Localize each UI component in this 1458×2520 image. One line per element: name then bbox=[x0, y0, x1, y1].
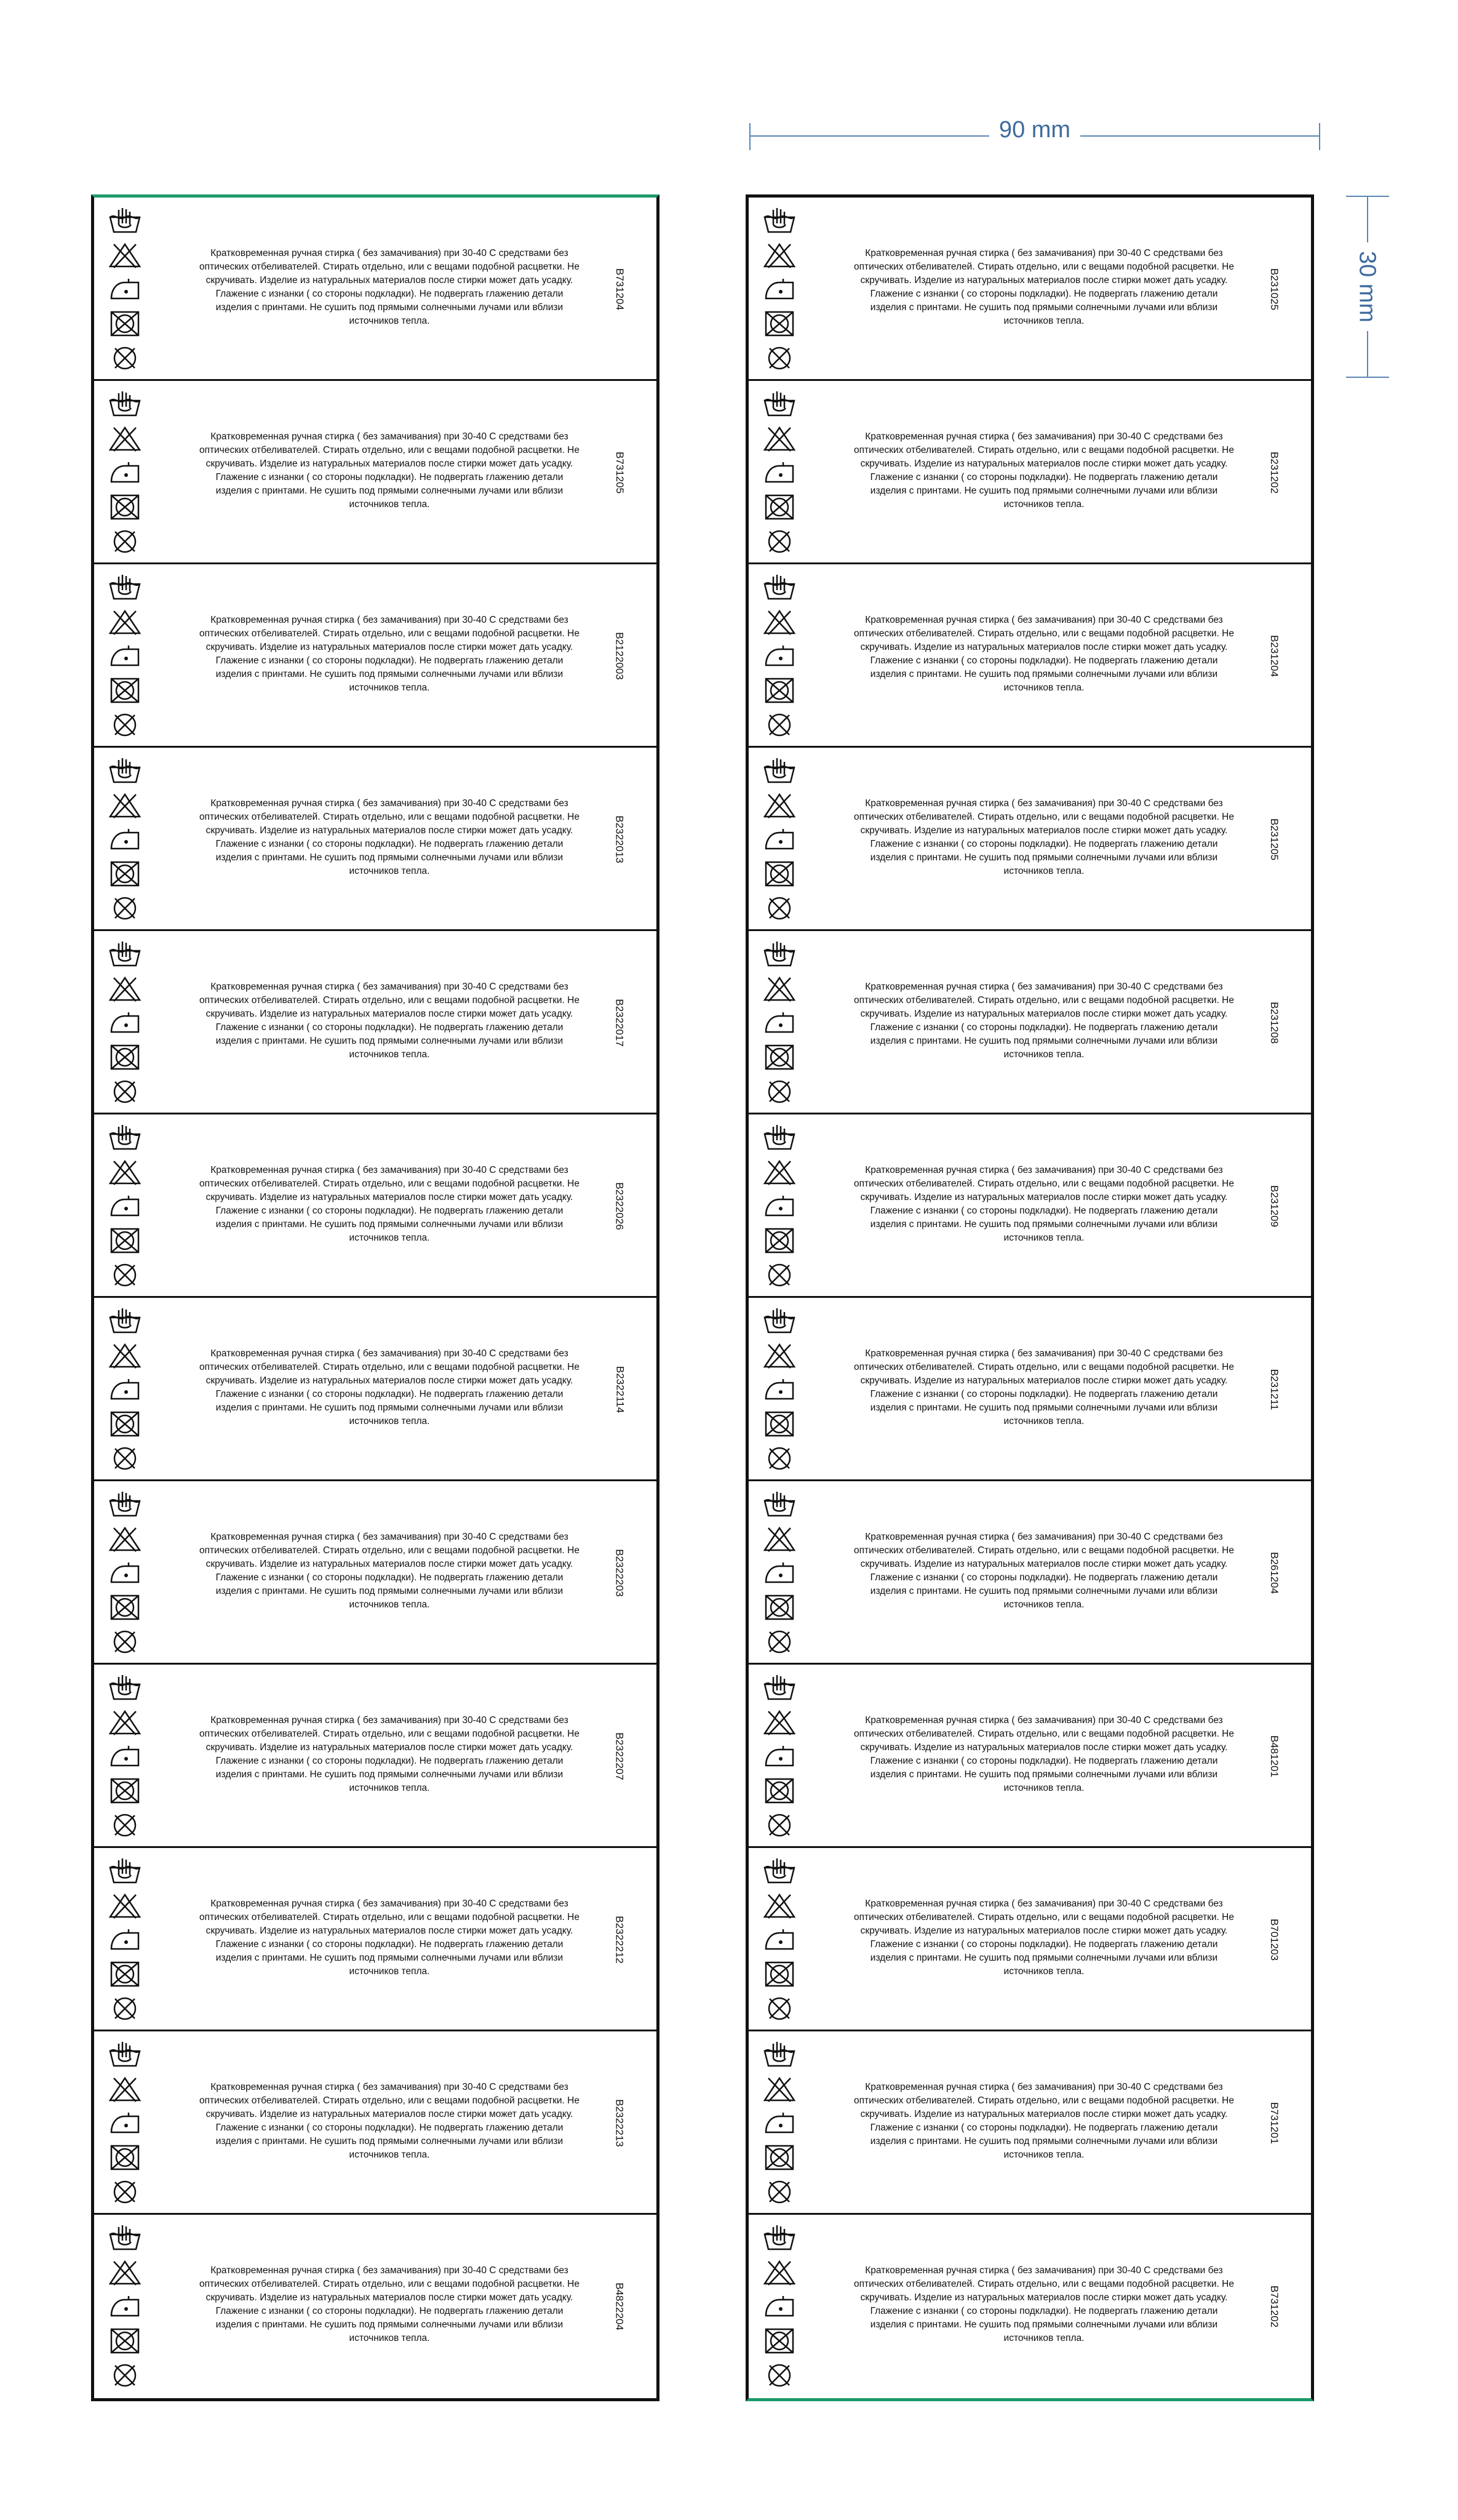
no-tumble-dry-icon bbox=[108, 1410, 142, 1438]
care-instructions: Кратковременная ручная стирка ( без замачивания) при 30-40 С средствами без оптических отбеливателей. Стирать отдельно, или с вещами подобной расцветки. Не скручивать. Изделие из натуральных материалов после стирки может дать усадку. Глажение с изнанки ( со стороны подкладки). Не подвергать глажению детали изделия с принтами. Не сушить под прямыми солнечными лучами или вблизи источников тепла. bbox=[854, 248, 1234, 326]
article-code: B2322212 bbox=[614, 1916, 626, 1964]
no-dry-clean-icon bbox=[762, 2178, 797, 2206]
iron-low-icon bbox=[108, 825, 142, 854]
iron-low-icon bbox=[762, 1926, 797, 1954]
iron-low-icon bbox=[108, 2109, 142, 2137]
hand-wash-icon bbox=[108, 390, 142, 418]
hand-wash-icon bbox=[762, 940, 797, 968]
no-bleach-icon bbox=[108, 1891, 142, 1919]
no-tumble-dry-icon bbox=[108, 2143, 142, 2172]
hand-wash-icon bbox=[108, 1673, 142, 1702]
no-dry-clean-icon bbox=[108, 2178, 142, 2206]
iron-low-icon bbox=[108, 458, 142, 487]
article-code: B2322207 bbox=[614, 1732, 626, 1780]
iron-low-icon bbox=[108, 1559, 142, 1587]
article-code: B2322114 bbox=[614, 1366, 626, 1414]
iron-low-icon bbox=[762, 825, 797, 854]
care-symbols bbox=[108, 390, 142, 556]
article-code: B2322213 bbox=[614, 2099, 626, 2147]
no-bleach-icon bbox=[762, 2074, 797, 2103]
hand-wash-icon bbox=[762, 390, 797, 418]
no-dry-clean-icon bbox=[108, 344, 142, 372]
care-symbols bbox=[762, 2223, 797, 2390]
iron-low-icon bbox=[108, 1375, 142, 1404]
article-code: B4822204 bbox=[614, 2282, 626, 2330]
no-bleach-icon bbox=[762, 2258, 797, 2286]
care-label bbox=[749, 1114, 1311, 1298]
no-tumble-dry-icon bbox=[108, 310, 142, 338]
article-code: B231202 bbox=[1269, 451, 1280, 494]
label-column-left bbox=[91, 194, 659, 2401]
no-bleach-icon bbox=[108, 607, 142, 636]
no-tumble-dry-icon bbox=[762, 860, 797, 888]
no-dry-clean-icon bbox=[762, 1261, 797, 1289]
care-symbols bbox=[108, 2040, 142, 2206]
no-bleach-icon bbox=[108, 1158, 142, 1186]
no-dry-clean-icon bbox=[108, 1994, 142, 2023]
care-symbols bbox=[108, 1673, 142, 1839]
hand-wash-icon bbox=[762, 573, 797, 601]
no-tumble-dry-icon bbox=[762, 1593, 797, 1622]
iron-low-icon bbox=[108, 1926, 142, 1954]
hand-wash-icon bbox=[108, 1306, 142, 1335]
care-instructions: Кратковременная ручная стирка ( без замачивания) при 30-40 С средствами без оптических отбеливателей. Стирать отдельно, или с вещами подобной расцветки. Не скручивать. Изделие из натуральных материалов после стирки может дать усадку. Глажение с изнанки ( со стороны подкладки). Не подвергать глажению детали изделия с принтами. Не сушить под прямыми солнечными лучами или вблизи источников тепла. bbox=[854, 1348, 1234, 1426]
no-tumble-dry-icon bbox=[108, 2327, 142, 2355]
iron-low-icon bbox=[762, 1009, 797, 1037]
care-instructions: Кратковременная ручная стирка ( без замачивания) при 30-40 С средствами без оптических отбеливателей. Стирать отдельно, или с вещами подобной расцветки. Не скручивать. Изделие из натуральных материалов после стирки может дать усадку. Глажение с изнанки ( со стороны подкладки). Не подвергать глажению детали изделия с принтами. Не сушить под прямыми солнечными лучами или вблизи источников тепла. bbox=[199, 982, 580, 1060]
iron-low-icon bbox=[108, 1192, 142, 1220]
no-tumble-dry-icon bbox=[108, 676, 142, 705]
iron-low-icon bbox=[108, 275, 142, 303]
no-tumble-dry-icon bbox=[762, 1777, 797, 1805]
care-label bbox=[94, 564, 656, 748]
care-label bbox=[749, 1848, 1311, 2031]
no-dry-clean-icon bbox=[762, 1994, 797, 2023]
no-tumble-dry-icon bbox=[108, 1777, 142, 1805]
iron-low-icon bbox=[762, 1375, 797, 1404]
hand-wash-icon bbox=[762, 1306, 797, 1335]
care-label bbox=[94, 1298, 656, 1481]
care-symbols bbox=[108, 1490, 142, 1656]
care-instructions: Кратковременная ручная стирка ( без замачивания) при 30-40 С средствами без оптических отбеливателей. Стирать отдельно, или с вещами подобной расцветки. Не скручивать. Изделие из натуральных материалов после стирки может дать усадку. Глажение с изнанки ( со стороны подкладки). Не подвергать глажению детали изделия с принтами. Не сушить под прямыми солнечными лучами или вблизи источников тепла. bbox=[199, 2082, 580, 2160]
no-tumble-dry-icon bbox=[108, 493, 142, 521]
article-code: B701203 bbox=[1269, 1918, 1280, 1961]
care-label bbox=[94, 931, 656, 1114]
care-label bbox=[94, 1665, 656, 1848]
hand-wash-icon bbox=[108, 1857, 142, 1885]
care-instructions: Кратковременная ручная стирка ( без замачивания) при 30-40 С средствами без оптических отбеливателей. Стирать отдельно, или с вещами подобной расцветки. Не скручивать. Изделие из натуральных материалов после стирки может дать усадку. Глажение с изнанки ( со стороны подкладки). Не подвергать глажению детали изделия с принтами. Не сушить под прямыми солнечными лучами или вблизи источников тепла. bbox=[199, 431, 580, 510]
no-bleach-icon bbox=[762, 607, 797, 636]
article-code: B231208 bbox=[1269, 1001, 1280, 1044]
no-tumble-dry-icon bbox=[762, 2143, 797, 2172]
care-symbols bbox=[762, 206, 797, 372]
hand-wash-icon bbox=[762, 1673, 797, 1702]
hand-wash-icon bbox=[108, 206, 142, 234]
article-code: B731202 bbox=[1269, 2285, 1280, 2328]
iron-low-icon bbox=[108, 642, 142, 670]
no-tumble-dry-icon bbox=[108, 1043, 142, 1071]
care-instructions: Кратковременная ручная стирка ( без замачивания) при 30-40 С средствами без оптических отбеливателей. Стирать отдельно, или с вещами подобной расцветки. Не скручивать. Изделие из натуральных материалов после стирки может дать усадку. Глажение с изнанки ( со стороны подкладки). Не подвергать глажению детали изделия с принтами. Не сушить под прямыми солнечными лучами или вблизи источников тепла. bbox=[199, 798, 580, 876]
iron-low-icon bbox=[108, 2292, 142, 2321]
care-instructions: Кратковременная ручная стирка ( без замачивания) при 30-40 С средствами без оптических отбеливателей. Стирать отдельно, или с вещами подобной расцветки. Не скручивать. Изделие из натуральных материалов после стирки может дать усадку. Глажение с изнанки ( со стороны подкладки). Не подвергать глажению детали изделия с принтами. Не сушить под прямыми солнечными лучами или вблизи источников тепла. bbox=[854, 1898, 1234, 1977]
care-instructions: Кратковременная ручная стирка ( без замачивания) при 30-40 С средствами без оптических отбеливателей. Стирать отдельно, или с вещами подобной расцветки. Не скручивать. Изделие из натуральных материалов после стирки может дать усадку. Глажение с изнанки ( со стороны подкладки). Не подвергать глажению детали изделия с принтами. Не сушить под прямыми солнечными лучами или вблизи источников тепла. bbox=[854, 982, 1234, 1060]
height-dimension-tick-bottom bbox=[1346, 377, 1389, 378]
iron-low-icon bbox=[762, 1742, 797, 1770]
care-label bbox=[749, 931, 1311, 1114]
width-dimension-tick-right bbox=[1319, 123, 1320, 150]
iron-low-icon bbox=[108, 1009, 142, 1037]
no-bleach-icon bbox=[108, 2258, 142, 2286]
iron-low-icon bbox=[108, 1742, 142, 1770]
care-symbols bbox=[108, 2223, 142, 2390]
care-label bbox=[749, 1665, 1311, 1848]
width-dimension-tick-left bbox=[749, 123, 751, 150]
no-dry-clean-icon bbox=[762, 2361, 797, 2390]
no-tumble-dry-icon bbox=[762, 310, 797, 338]
iron-low-icon bbox=[762, 1559, 797, 1587]
no-tumble-dry-icon bbox=[108, 1593, 142, 1622]
hand-wash-icon bbox=[108, 573, 142, 601]
care-instructions: Кратковременная ручная стирка ( без замачивания) при 30-40 С средствами без оптических отбеливателей. Стирать отдельно, или с вещами подобной расцветки. Не скручивать. Изделие из натуральных материалов после стирки может дать усадку. Глажение с изнанки ( со стороны подкладки). Не подвергать глажению детали изделия с принтами. Не сушить под прямыми солнечными лучами или вблизи источников тепла. bbox=[199, 248, 580, 326]
no-bleach-icon bbox=[108, 424, 142, 452]
no-tumble-dry-icon bbox=[762, 2327, 797, 2355]
no-dry-clean-icon bbox=[762, 1811, 797, 1839]
no-bleach-icon bbox=[762, 974, 797, 1002]
no-dry-clean-icon bbox=[108, 1078, 142, 1106]
no-tumble-dry-icon bbox=[108, 1226, 142, 1255]
no-tumble-dry-icon bbox=[108, 860, 142, 888]
no-dry-clean-icon bbox=[762, 894, 797, 922]
care-symbols bbox=[762, 1673, 797, 1839]
no-dry-clean-icon bbox=[108, 527, 142, 556]
care-label bbox=[94, 1848, 656, 2031]
care-instructions: Кратковременная ручная стирка ( без замачивания) при 30-40 С средствами без оптических отбеливателей. Стирать отдельно, или с вещами подобной расцветки. Не скручивать. Изделие из натуральных материалов после стирки может дать усадку. Глажение с изнанки ( со стороны подкладки). Не подвергать глажению детали изделия с принтами. Не сушить под прямыми солнечными лучами или вблизи источников тепла. bbox=[199, 1165, 580, 1243]
no-dry-clean-icon bbox=[108, 1261, 142, 1289]
article-code: B2322203 bbox=[614, 1549, 626, 1597]
article-code: B731201 bbox=[1269, 2102, 1280, 2145]
care-symbols bbox=[108, 940, 142, 1106]
no-bleach-icon bbox=[762, 791, 797, 819]
no-tumble-dry-icon bbox=[762, 676, 797, 705]
no-bleach-icon bbox=[108, 1708, 142, 1736]
no-dry-clean-icon bbox=[108, 1811, 142, 1839]
care-label bbox=[94, 198, 656, 381]
hand-wash-icon bbox=[762, 1857, 797, 1885]
iron-low-icon bbox=[762, 275, 797, 303]
article-code: B2322013 bbox=[614, 815, 626, 863]
no-dry-clean-icon bbox=[762, 1078, 797, 1106]
no-bleach-icon bbox=[108, 974, 142, 1002]
care-symbols bbox=[762, 940, 797, 1106]
no-bleach-icon bbox=[108, 241, 142, 269]
care-label bbox=[749, 748, 1311, 931]
iron-low-icon bbox=[762, 1192, 797, 1220]
care-label bbox=[749, 1481, 1311, 1665]
care-instructions: Кратковременная ручная стирка ( без замачивания) при 30-40 С средствами без оптических отбеливателей. Стирать отдельно, или с вещами подобной расцветки. Не скручивать. Изделие из натуральных материалов после стирки может дать усадку. Глажение с изнанки ( со стороны подкладки). Не подвергать глажению детали изделия с принтами. Не сушить под прямыми солнечными лучами или вблизи источников тепла. bbox=[854, 1532, 1234, 1610]
hand-wash-icon bbox=[108, 940, 142, 968]
care-symbols bbox=[762, 1123, 797, 1289]
no-tumble-dry-icon bbox=[762, 1960, 797, 1988]
height-dimension-tick-top bbox=[1346, 196, 1389, 197]
no-dry-clean-icon bbox=[762, 1628, 797, 1656]
iron-low-icon bbox=[762, 642, 797, 670]
hand-wash-icon bbox=[108, 2223, 142, 2252]
care-instructions: Кратковременная ручная стирка ( без замачивания) при 30-40 С средствами без оптических отбеливателей. Стирать отдельно, или с вещами подобной расцветки. Не скручивать. Изделие из натуральных материалов после стирки может дать усадку. Глажение с изнанки ( со стороны подкладки). Не подвергать глажению детали изделия с принтами. Не сушить под прямыми солнечными лучами или вблизи источников тепла. bbox=[854, 615, 1234, 693]
no-dry-clean-icon bbox=[762, 527, 797, 556]
care-symbols bbox=[762, 1857, 797, 2023]
no-tumble-dry-icon bbox=[762, 1226, 797, 1255]
height-dimension-label: 30 mm bbox=[1354, 242, 1380, 331]
care-instructions: Кратковременная ручная стирка ( без замачивания) при 30-40 С средствами без оптических отбеливателей. Стирать отдельно, или с вещами подобной расцветки. Не скручивать. Изделие из натуральных материалов после стирки может дать усадку. Глажение с изнанки ( со стороны подкладки). Не подвергать глажению детали изделия с принтами. Не сушить под прямыми солнечными лучами или вблизи источников тепла. bbox=[854, 1715, 1234, 1793]
hand-wash-icon bbox=[762, 1490, 797, 1518]
care-label bbox=[94, 381, 656, 564]
article-code: B231209 bbox=[1269, 1185, 1280, 1228]
article-code: B2122003 bbox=[614, 632, 626, 680]
care-instructions: Кратковременная ручная стирка ( без замачивания) при 30-40 С средствами без оптических отбеливателей. Стирать отдельно, или с вещами подобной расцветки. Не скручивать. Изделие из натуральных материалов после стирки может дать усадку. Глажение с изнанки ( со стороны подкладки). Не подвергать глажению детали изделия с принтами. Не сушить под прямыми солнечными лучами или вблизи источников тепла. bbox=[199, 1348, 580, 1426]
no-bleach-icon bbox=[762, 1524, 797, 1553]
no-tumble-dry-icon bbox=[108, 1960, 142, 1988]
care-symbols bbox=[108, 1857, 142, 2023]
hand-wash-icon bbox=[762, 1123, 797, 1151]
care-label bbox=[94, 748, 656, 931]
width-dimension-label: 90 mm bbox=[989, 117, 1080, 143]
article-code: B481201 bbox=[1269, 1735, 1280, 1778]
width-dimension bbox=[749, 117, 1320, 150]
care-instructions: Кратковременная ручная стирка ( без замачивания) при 30-40 С средствами без оптических отбеливателей. Стирать отдельно, или с вещами подобной расцветки. Не скручивать. Изделие из натуральных материалов после стирки может дать усадку. Глажение с изнанки ( со стороны подкладки). Не подвергать глажению детали изделия с принтами. Не сушить под прямыми солнечными лучами или вблизи источников тепла. bbox=[199, 1715, 580, 1793]
hand-wash-icon bbox=[108, 756, 142, 785]
care-symbols bbox=[762, 573, 797, 739]
care-symbols bbox=[762, 390, 797, 556]
no-bleach-icon bbox=[762, 424, 797, 452]
article-code: B261204 bbox=[1269, 1551, 1280, 1594]
no-tumble-dry-icon bbox=[762, 1043, 797, 1071]
label-column-right bbox=[746, 194, 1314, 2401]
care-label bbox=[749, 564, 1311, 748]
hand-wash-icon bbox=[762, 756, 797, 785]
no-dry-clean-icon bbox=[108, 1444, 142, 1473]
article-code: B731205 bbox=[614, 451, 626, 494]
height-dimension bbox=[1346, 196, 1389, 378]
no-bleach-icon bbox=[108, 2074, 142, 2103]
article-code: B231204 bbox=[1269, 634, 1280, 678]
no-bleach-icon bbox=[762, 1891, 797, 1919]
no-dry-clean-icon bbox=[108, 1628, 142, 1656]
hand-wash-icon bbox=[762, 2223, 797, 2252]
iron-low-icon bbox=[762, 458, 797, 487]
no-bleach-icon bbox=[108, 791, 142, 819]
care-label bbox=[749, 381, 1311, 564]
care-instructions: Кратковременная ручная стирка ( без замачивания) при 30-40 С средствами без оптических отбеливателей. Стирать отдельно, или с вещами подобной расцветки. Не скручивать. Изделие из натуральных материалов после стирки может дать усадку. Глажение с изнанки ( со стороны подкладки). Не подвергать глажению детали изделия с принтами. Не сушить под прямыми солнечными лучами или вблизи источников тепла. bbox=[199, 1898, 580, 1977]
care-instructions: Кратковременная ручная стирка ( без замачивания) при 30-40 С средствами без оптических отбеливателей. Стирать отдельно, или с вещами подобной расцветки. Не скручивать. Изделие из натуральных материалов после стирки может дать усадку. Глажение с изнанки ( со стороны подкладки). Не подвергать глажению детали изделия с принтами. Не сушить под прямыми солнечными лучами или вблизи источников тепла. bbox=[854, 431, 1234, 510]
article-code: B231205 bbox=[1269, 818, 1280, 861]
no-tumble-dry-icon bbox=[762, 493, 797, 521]
care-label bbox=[94, 2031, 656, 2215]
care-instructions: Кратковременная ручная стирка ( без замачивания) при 30-40 С средствами без оптических отбеливателей. Стирать отдельно, или с вещами подобной расцветки. Не скручивать. Изделие из натуральных материалов после стирки может дать усадку. Глажение с изнанки ( со стороны подкладки). Не подвергать глажению детали изделия с принтами. Не сушить под прямыми солнечными лучами или вблизи источников тепла. bbox=[854, 2082, 1234, 2160]
hand-wash-icon bbox=[108, 1490, 142, 1518]
care-label bbox=[94, 2215, 656, 2398]
care-instructions: Кратковременная ручная стирка ( без замачивания) при 30-40 С средствами без оптических отбеливателей. Стирать отдельно, или с вещами подобной расцветки. Не скручивать. Изделие из натуральных материалов после стирки может дать усадку. Глажение с изнанки ( со стороны подкладки). Не подвергать глажению детали изделия с принтами. Не сушить под прямыми солнечными лучами или вблизи источников тепла. bbox=[854, 2265, 1234, 2343]
no-dry-clean-icon bbox=[108, 2361, 142, 2390]
care-symbols bbox=[108, 573, 142, 739]
care-symbols bbox=[108, 1123, 142, 1289]
no-bleach-icon bbox=[762, 241, 797, 269]
care-instructions: Кратковременная ручная стирка ( без замачивания) при 30-40 С средствами без оптических отбеливателей. Стирать отдельно, или с вещами подобной расцветки. Не скручивать. Изделие из натуральных материалов после стирки может дать усадку. Глажение с изнанки ( со стороны подкладки). Не подвергать глажению детали изделия с принтами. Не сушить под прямыми солнечными лучами или вблизи источников тепла. bbox=[854, 798, 1234, 876]
care-symbols bbox=[108, 206, 142, 372]
care-label bbox=[94, 1114, 656, 1298]
article-code: B231025 bbox=[1269, 268, 1280, 311]
care-instructions: Кратковременная ручная стирка ( без замачивания) при 30-40 С средствами без оптических отбеливателей. Стирать отдельно, или с вещами подобной расцветки. Не скручивать. Изделие из натуральных материалов после стирки может дать усадку. Глажение с изнанки ( со стороны подкладки). Не подвергать глажению детали изделия с принтами. Не сушить под прямыми солнечными лучами или вблизи источников тепла. bbox=[854, 1165, 1234, 1243]
care-label bbox=[749, 1298, 1311, 1481]
care-symbols bbox=[108, 756, 142, 922]
no-dry-clean-icon bbox=[762, 711, 797, 739]
care-label bbox=[94, 1481, 656, 1665]
care-symbols bbox=[762, 2040, 797, 2206]
care-symbols bbox=[762, 1306, 797, 1473]
no-bleach-icon bbox=[108, 1341, 142, 1369]
no-dry-clean-icon bbox=[108, 894, 142, 922]
no-tumble-dry-icon bbox=[762, 1410, 797, 1438]
care-label bbox=[749, 2215, 1311, 2398]
care-label bbox=[749, 2031, 1311, 2215]
care-symbols bbox=[762, 756, 797, 922]
hand-wash-icon bbox=[108, 2040, 142, 2068]
article-code: B2322017 bbox=[614, 999, 626, 1047]
no-dry-clean-icon bbox=[108, 711, 142, 739]
article-code: B231211 bbox=[1269, 1369, 1280, 1410]
no-bleach-icon bbox=[762, 1158, 797, 1186]
care-symbols bbox=[108, 1306, 142, 1473]
no-bleach-icon bbox=[762, 1341, 797, 1369]
care-symbols bbox=[762, 1490, 797, 1656]
iron-low-icon bbox=[762, 2292, 797, 2321]
article-code: B731204 bbox=[614, 268, 626, 311]
care-instructions: Кратковременная ручная стирка ( без замачивания) при 30-40 С средствами без оптических отбеливателей. Стирать отдельно, или с вещами подобной расцветки. Не скручивать. Изделие из натуральных материалов после стирки может дать усадку. Глажение с изнанки ( со стороны подкладки). Не подвергать глажению детали изделия с принтами. Не сушить под прямыми солнечными лучами или вблизи источников тепла. bbox=[199, 2265, 580, 2343]
article-code: B2322026 bbox=[614, 1182, 626, 1230]
no-dry-clean-icon bbox=[762, 1444, 797, 1473]
care-instructions: Кратковременная ручная стирка ( без замачивания) при 30-40 С средствами без оптических отбеливателей. Стирать отдельно, или с вещами подобной расцветки. Не скручивать. Изделие из натуральных материалов после стирки может дать усадку. Глажение с изнанки ( со стороны подкладки). Не подвергать глажению детали изделия с принтами. Не сушить под прямыми солнечными лучами или вблизи источников тепла. bbox=[199, 1532, 580, 1610]
iron-low-icon bbox=[762, 2109, 797, 2137]
no-bleach-icon bbox=[762, 1708, 797, 1736]
hand-wash-icon bbox=[108, 1123, 142, 1151]
no-dry-clean-icon bbox=[762, 344, 797, 372]
no-bleach-icon bbox=[108, 1524, 142, 1553]
hand-wash-icon bbox=[762, 2040, 797, 2068]
hand-wash-icon bbox=[762, 206, 797, 234]
care-instructions: Кратковременная ручная стирка ( без замачивания) при 30-40 С средствами без оптических отбеливателей. Стирать отдельно, или с вещами подобной расцветки. Не скручивать. Изделие из натуральных материалов после стирки может дать усадку. Глажение с изнанки ( со стороны подкладки). Не подвергать глажению детали изделия с принтами. Не сушить под прямыми солнечными лучами или вблизи источников тепла. bbox=[199, 615, 580, 693]
care-label bbox=[749, 198, 1311, 381]
